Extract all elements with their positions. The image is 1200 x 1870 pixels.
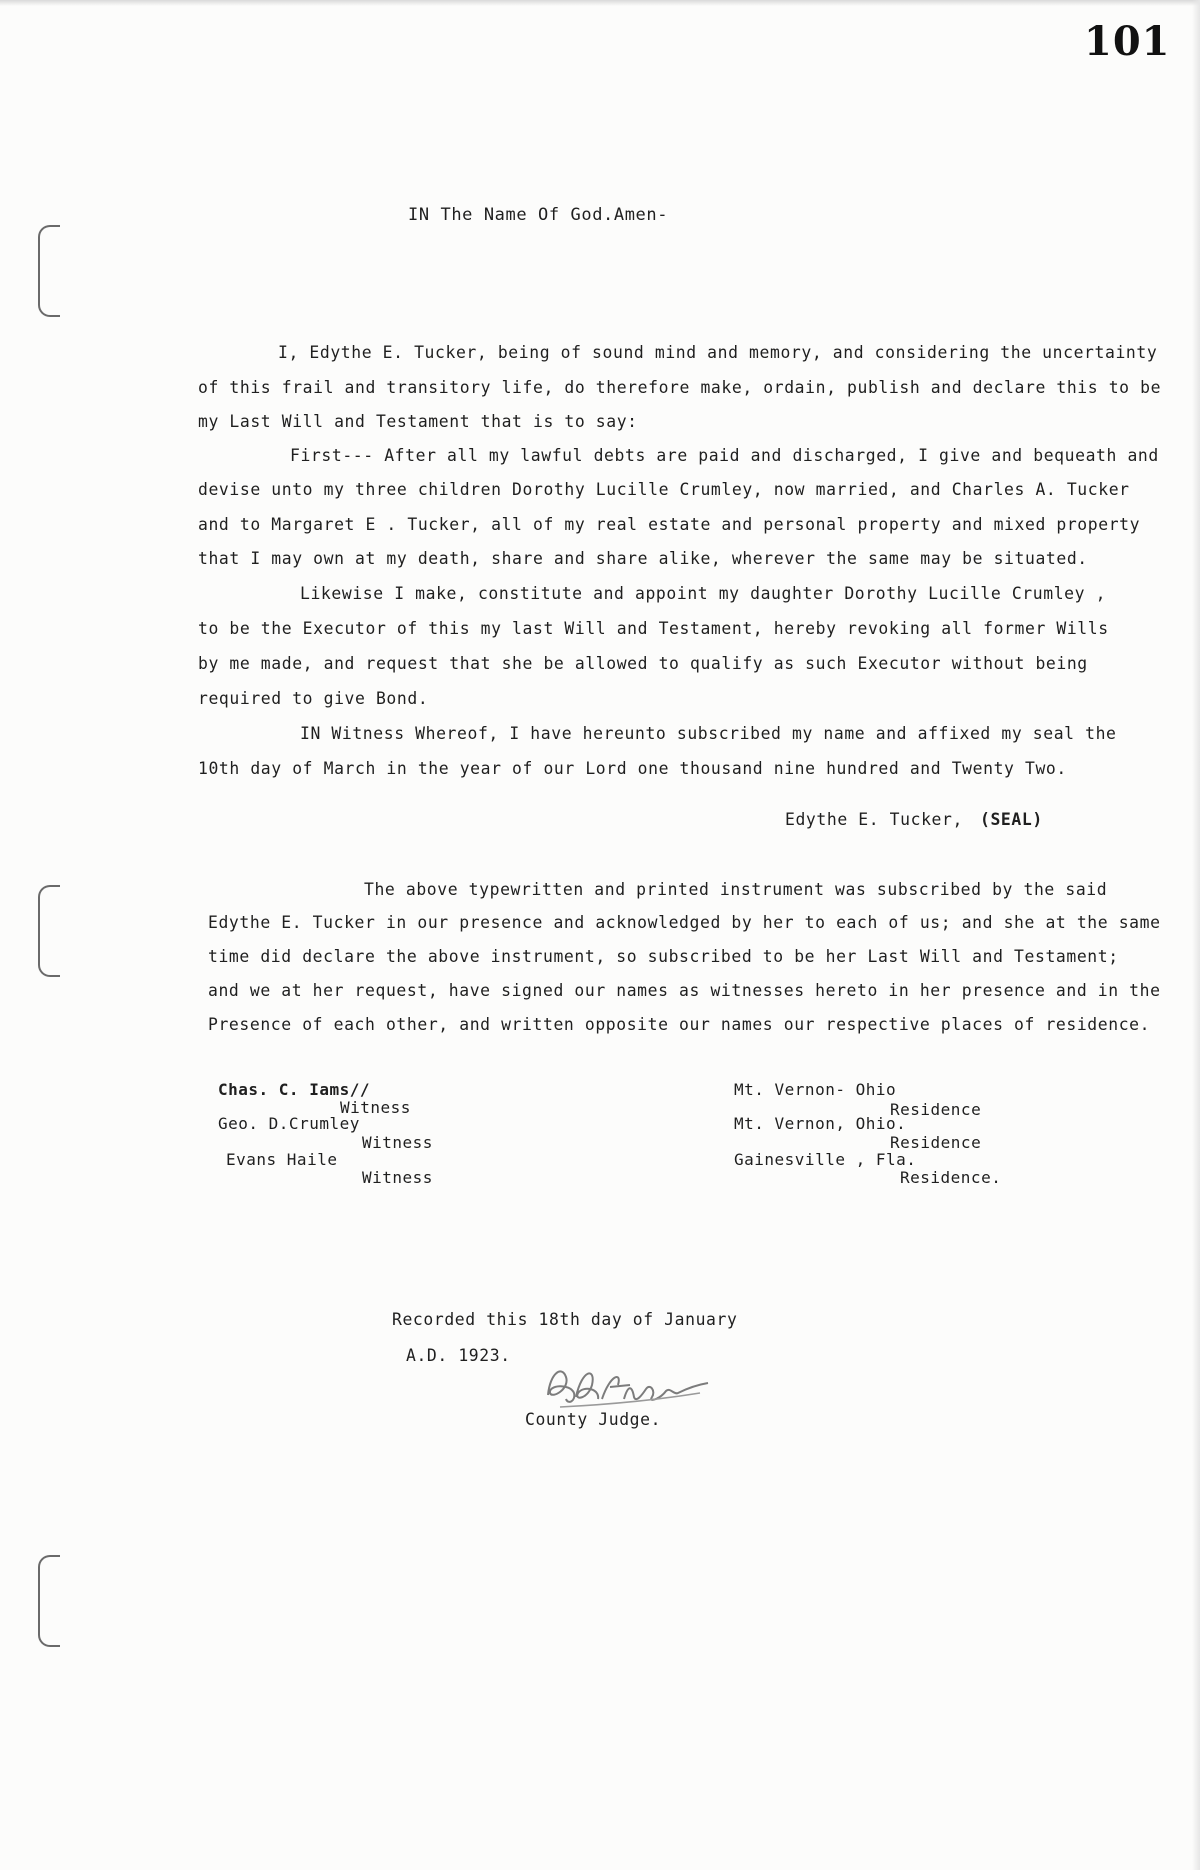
witness-2-residence-label: Residence <box>890 1133 982 1152</box>
recording-year: A.D. 1923. <box>406 1346 511 1365</box>
will-paragraph-1-line-3: my Last Will and Testament that is to say: <box>198 412 638 431</box>
witness-3-role: Witness <box>362 1168 433 1187</box>
page-right-edge <box>1192 0 1200 1870</box>
judge-title: County Judge. <box>525 1410 662 1429</box>
witness-1-residence-label: Residence <box>890 1100 982 1119</box>
will-paragraph-4-line-1: IN Witness Whereof, I have hereunto subscribed my name and affixed my seal the <box>300 724 1117 743</box>
binder-hole-bottom <box>38 1555 60 1647</box>
binder-hole-middle <box>38 885 60 977</box>
attestation-line-4: and we at her request, have signed our names as witnesses hereto in her presence and in the <box>208 981 1161 1000</box>
binder-hole-top <box>38 225 60 317</box>
page-top-edge <box>0 0 1200 6</box>
will-paragraph-1-line-1: I, Edythe E. Tucker, being of sound mind and memory, and considering the uncertainty <box>278 343 1158 362</box>
attestation-line-3: time did declare the above instrument, so subscribed to be her Last Will and Testament; <box>208 947 1119 966</box>
witness-1-role: Witness <box>340 1098 411 1117</box>
witness-2-residence: Mt. Vernon, Ohio. <box>734 1114 907 1133</box>
will-paragraph-3-line-2: to be the Executor of this my last Will and Testament, hereby revoking all former Wills <box>198 619 1109 638</box>
witness-3-residence: Gainesville , Fla. <box>734 1150 917 1169</box>
will-paragraph-2-line-3: and to Margaret E . Tucker, all of my real estate and personal property and mixed property <box>198 515 1141 534</box>
recording-date: Recorded this 18th day of January <box>392 1310 738 1329</box>
witness-1-residence: Mt. Vernon- Ohio <box>734 1080 897 1099</box>
testator-signature: Edythe E. Tucker, <box>785 810 963 829</box>
witness-3-residence-label: Residence. <box>900 1168 1002 1187</box>
witness-2-name: Geo. D.Crumley <box>218 1114 360 1133</box>
attestation-line-1: The above typewritten and printed instrument was subscribed by the said <box>364 880 1108 899</box>
will-heading: IN The Name Of God.Amen- <box>408 205 669 225</box>
will-paragraph-2-line-2: devise unto my three children Dorothy Lucille Crumley, now married, and Charles A. Tucker <box>198 480 1130 499</box>
judge-signature <box>540 1355 715 1415</box>
will-paragraph-3-line-1: Likewise I make, constitute and appoint my daughter Dorothy Lucille Crumley , <box>300 584 1107 603</box>
seal-label: (SEAL) <box>980 810 1043 829</box>
witness-3-name: Evans Haile <box>226 1150 338 1169</box>
attestation-line-2: Edythe E. Tucker in our presence and acknowledged by her to each of us; and she at the same <box>208 913 1161 932</box>
will-paragraph-2-line-1: First--- After all my lawful debts are paid and discharged, I give and bequeath and <box>290 446 1159 465</box>
will-paragraph-2-line-4: that I may own at my death, share and share alike, wherever the same may be situated. <box>198 549 1088 568</box>
will-paragraph-1-line-2: of this frail and transitory life, do therefore make, ordain, publish and declare this to be <box>198 378 1162 397</box>
will-paragraph-4-line-2: 10th day of March in the year of our Lord one thousand nine hundred and Twenty Two. <box>198 759 1067 778</box>
will-paragraph-3-line-3: by me made, and request that she be allowed to qualify as such Executor without being <box>198 654 1088 673</box>
witness-2-role: Witness <box>362 1133 433 1152</box>
will-paragraph-3-line-4: required to give Bond. <box>198 689 429 708</box>
page-number: 101 <box>1084 18 1171 65</box>
attestation-line-5: Presence of each other, and written opposite our names our respective places of residence. <box>208 1015 1151 1034</box>
witness-1-name: Chas. C. Iams// <box>218 1080 370 1099</box>
